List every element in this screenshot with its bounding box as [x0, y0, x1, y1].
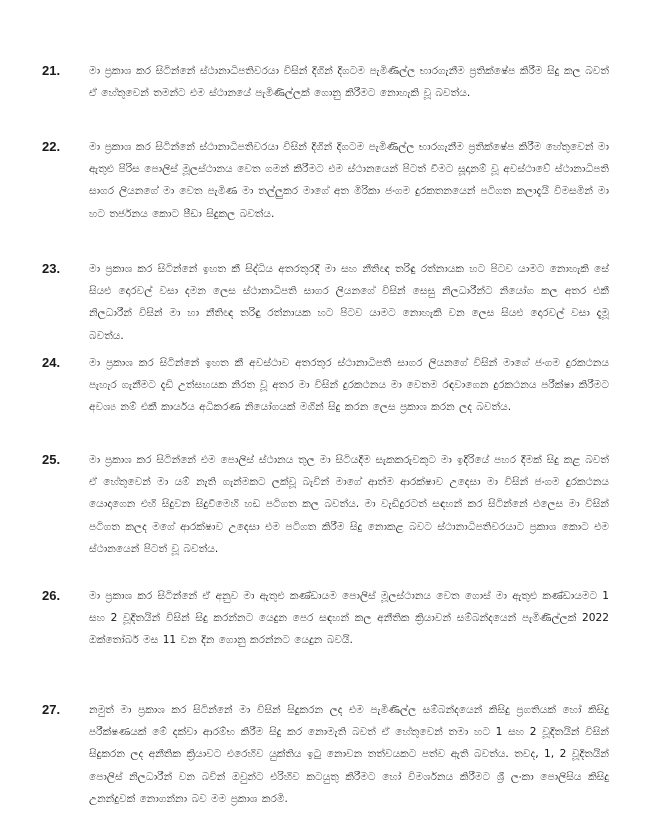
- paragraph-text: නමුත් මා ප්‍රකාශ කර සිටින්නේ මා විසින් සිදුකරන ලද එම පැමිණිල්ල සම්බන්දයෙන් කිසිදු ප්‍රගතියක් හෝ කිසිදු පරීක්ෂණයක් මේ දක්වා ආරම්භ කිරීම සිදු කර නොමැති බවත් ඒ හේතුවෙන් තමා හට 1 සහ 2 වූදිතයින් විසින් සිදුකරන ලද අනීතික ක්‍රියාවට එරෙහිව යුක්තිය ඉටු නොවන තත්වයකට පත්ව ඇති බවත්ය. තවද, 1, 2 වූදිතයින් පොලිස් නිලධාරීන් වන බවින් ඔවුන්ට එරිහිව කටයුතු කිරීමට හෝ විමර්ශනය කිරීමට ශ්‍රී ලංකා පොලිසිය කිසිදු උනන්දුවක් නොගන්නා බව මම ප්‍රකාශ කරමි.: [89, 704, 609, 805]
- paragraph-number: 21.: [42, 63, 61, 78]
- paragraph-number: 22.: [42, 139, 61, 154]
- paragraph-number: 27.: [42, 702, 61, 717]
- paragraph-number: 24.: [42, 355, 61, 370]
- paragraph-text: මා ප්‍රකාශ කර සිටින්නේ ඒ අනුව මා ඇතුළු කණ්ඩායම පොලිස් මූලස්ථානය වෙත ගොස් මා ඇතුළු කණ්ඩායමට 1 සහ 2 වූදිතයින් විසින් සිදු කරන්නට යෙදුන පෙර සඳහන් කල අනීතික ක්‍රියාවන් සම්බන්දයෙන් පැමිණිල්ලක් 2022 ඔක්තෝබර් මස 11 වන දින ගොනු කරන්නට යෙදුන බවයි.: [89, 590, 609, 647]
- paragraph-text: මා ප්‍රකාශ කර සිටින්නේ ඉහත කී අවස්ථාව අතරතුර ස්ථානාධිපති සාගර ලියනගේ විසින් මාගේ ජංගම දුරකථනය පැහැර ගැනීමට දැඩි උත්සහයක නිරත වූ අතර මා විසින් දුරකථනය මා වෙතම රඳවාගෙන දුරකථනය පරීක්ෂා කිරීමට අවශ්‍ය නම් එකී කාර්යය අධිකරණ නියෝගයක් මගින් සිදු කරන ලෙස ප්‍රකාශ කරන ලද බවත්ය.: [89, 357, 609, 414]
- paragraph-text: මා ප්‍රකාශ කර සිටින්නේ ස්ථානාධිපතිවරයා විසින් දිගින් දිගටම පැමිණිල්ල භාරගැනීම ප්‍රතික්ෂේප කිරීම හේතුවෙන් මා ඇතුළු පිරිස පොලිස් මූලස්ථානය වෙත ගමන් කිරීමට එම ස්ථානයෙන් පිටත් වීමට සූදානම් වූ අවස්ථාවේ ස්ථානාධිපති සාගර ලියනගේ මා වෙත පැමිණ මා තල්ලුකර මාගේ අත මිරිකා ජංගම දුරකතනයෙන් පටිගත කලාදැයි විමසමින් මා හට තර්ජනය කොට පීඩා සිදුකල බවත්ය.: [89, 141, 609, 220]
- paragraph-number: 26.: [42, 588, 61, 603]
- paragraph-number: 23.: [42, 261, 61, 276]
- paragraph-number: 25.: [42, 452, 61, 467]
- paragraph-text: මා ප්‍රකාශ කර සිටින්නේ එම පොලිස් ස්ථානය තුල මා සිටියදීම සැකකරුවකුට මා ඉදිරියේ පහර දීමක් සිදු කළ බවත් ඒ හේතුවෙන් මා යම් නැති ගැන්මකට ලක්වූ බැවින් මාගේ ආත්ම ආරක්ෂාව උදෙසා මා විසින් ජංගම දුරකථනය යොදාගෙන එහි සිදුවන සිදුවීමෙහි හඩ පටිගත කල බවත්ය. මා වැඩිදුරටත් සඳහන් කර සිටින්නේ එලෙස මා විසින් පටිගත කලද මගේ ආරක්ෂාව උදෙසා එම පටිගත කිරීම සිදු නොකළ බවට ස්ථානාධිපතිවරයාට ප්‍රකාශ කොට එම ස්ථානයෙන් පිටත් වූ බවත්ය.: [89, 454, 609, 555]
- paragraph-text: මා ප්‍රකාශ කර සිටින්නේ ඉහත කී සිද්ධිය අතරතුරදී මා සහ නීතිඥ තරිඳු රත්නායක හට පිටව යාමට නොහැකි සේ සියළු දොරවල් වසා දමන ලෙස ස්ථානාධිපති සාගර ලියනගේ විසින් සෙසු නිලධාරීන්ට නියෝග කල අතර එකී නිලධාරීන් විසින් මා හා නීතිඥ තරිඳු රත්නායක හට පිටව යාමට නොහැකි වන ලෙස සියළු දොරවල් වසා දැමූ බවත්ය.: [89, 263, 609, 342]
- paragraph-text: මා ප්‍රකාශ කර සිටින්නේ ස්ථානාධිපතිවරයා විසින් දිගින් දිගටම පැමිණිල්ල භාරගැනීම ප්‍රතික්ෂේප කිරීම සිදු කල බවත් ඒ හේතුවෙන් තමන්ට එම ස්ථානයේ පැමිණිල්ලක් ගොනු කිරීමට නොහැකි වූ බවත්ය.: [89, 65, 609, 100]
